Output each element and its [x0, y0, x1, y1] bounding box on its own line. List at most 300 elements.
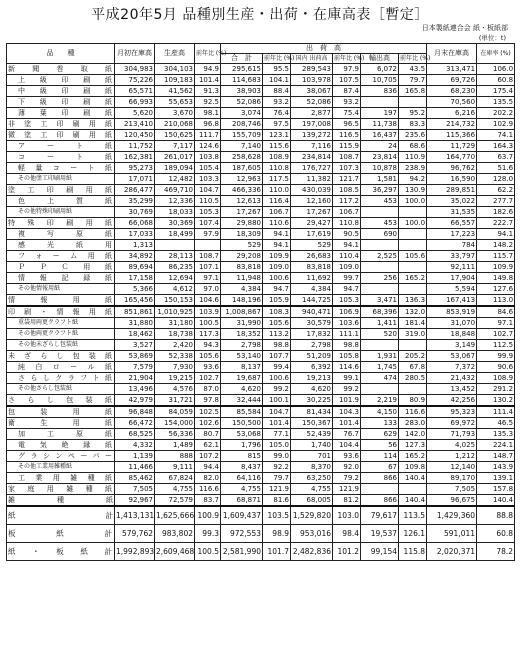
table-cell: 261,017 [155, 152, 195, 163]
row-label: 中 級 印 刷 紙 [7, 86, 115, 97]
table-cell: 114,683 [221, 75, 263, 86]
table-cell: 106.0 [477, 64, 515, 75]
table-cell: 103.8 [195, 152, 221, 163]
table-cell: 80.7 [195, 429, 221, 440]
table-cell: 111.7 [195, 130, 221, 141]
table-cell: 101.4 [263, 418, 291, 429]
table-cell: 7,505 [115, 484, 155, 495]
table-cell: 18,738 [155, 329, 195, 340]
table-cell: 43.5 [399, 64, 427, 75]
table-cell: 31,990 [221, 318, 263, 329]
table-cell: 149.8 [477, 273, 515, 284]
table-cell: 121.9 [263, 484, 291, 495]
table-cell: 66,068 [115, 218, 155, 229]
table-row [7, 495, 515, 507]
table-cell: 98.9 [263, 525, 291, 543]
table-cell: 83.3 [399, 119, 427, 130]
table-cell: 67 [361, 462, 399, 473]
table-cell: 165.2 [399, 451, 427, 462]
table-cell: 4,612 [155, 284, 195, 295]
table-cell: 52,439 [291, 429, 333, 440]
table-cell: 836 [361, 86, 399, 97]
table-row [7, 86, 515, 97]
row-label: さらしクラフト紙 [7, 373, 115, 384]
row-label: フ ォ ー ム 用 紙 [7, 251, 115, 262]
table-cell: 99.4 [263, 362, 291, 373]
table-cell [361, 340, 399, 351]
table-cell: 6,216 [427, 108, 477, 119]
table-cell: 108.7 [195, 251, 221, 262]
table-row [7, 384, 515, 395]
table-cell: 132.0 [399, 306, 427, 318]
table-cell: 234,814 [291, 152, 333, 163]
page-title: 平成20年5月 品種別生産・出荷・在庫高表［暫定］ [91, 7, 429, 23]
table-row [7, 329, 515, 340]
row-label: 包 装 用 紙 [7, 406, 115, 418]
table-cell: 100.1 [263, 395, 291, 407]
table-cell: 35,022 [427, 196, 477, 207]
table-cell: 157.8 [477, 484, 515, 495]
table-cell: 1,212 [427, 451, 477, 462]
table-cell [361, 284, 399, 295]
table-cell: 12,160 [291, 196, 333, 207]
table-cell: 888 [155, 451, 195, 462]
table-cell: 121.7 [333, 174, 361, 185]
table-cell: 111.4 [477, 406, 515, 418]
row-label: 工 業 用 雑 種 紙 [7, 473, 115, 484]
table-cell: 784 [427, 240, 477, 251]
table-cell: 124.6 [195, 141, 221, 152]
table-row [7, 97, 515, 108]
table-cell: 120,450 [115, 130, 155, 141]
table-cell: 972,553 [221, 525, 263, 543]
table-cell: 109.0 [333, 262, 361, 273]
table-cell: 63.7 [477, 152, 515, 163]
table-cell: 16,437 [361, 130, 399, 141]
table-cell: 16,590 [427, 174, 477, 185]
table-row [7, 525, 515, 543]
table-cell: 100.6 [263, 373, 291, 384]
table-cell: 142.0 [399, 429, 427, 440]
table-cell: 4,620 [291, 384, 333, 395]
table-cell: 65,571 [115, 86, 155, 97]
table-row [7, 251, 515, 262]
table-cell: 144,725 [291, 295, 333, 307]
table-cell: 1,581 [361, 174, 399, 185]
table-cell: 4,384 [221, 284, 263, 295]
table-cell: 953,016 [291, 525, 333, 543]
table-cell: 113.5 [399, 506, 427, 525]
table-cell: 62.2 [477, 185, 515, 196]
table-cell: 95.2 [399, 108, 427, 119]
table-cell: 23,814 [361, 152, 399, 163]
table-cell: 3,471 [361, 295, 399, 307]
table-cell: 7,116 [291, 141, 333, 152]
header-stock-ratio: 在庫率 (%) [477, 44, 515, 64]
table-cell: 69,726 [427, 75, 477, 86]
table-cell: 68,525 [115, 429, 155, 440]
table-cell [399, 97, 427, 108]
table-cell: 51.6 [477, 163, 515, 174]
table-cell: 123.1 [263, 130, 291, 141]
table-cell: 135.3 [477, 429, 515, 440]
table-cell: 150,153 [155, 295, 195, 307]
table-cell: 21,432 [427, 373, 477, 384]
table-cell: 150,367 [291, 418, 333, 429]
row-label: その他塗工印刷用紙 [7, 174, 115, 185]
row-label: Ｐ Ｐ Ｃ 用 紙 [7, 262, 115, 273]
table-cell: 53,067 [427, 351, 477, 362]
table-cell: 93.2 [333, 97, 361, 108]
table-cell: 104.6 [195, 295, 221, 307]
table-cell: 92.5 [195, 97, 221, 108]
table-cell: 165.2 [399, 273, 427, 284]
table-cell: 69,972 [427, 418, 477, 429]
table-cell: 2,482,836 [291, 543, 333, 561]
table-cell: 12,140 [427, 462, 477, 473]
table-cell: 66,557 [427, 218, 477, 229]
table-cell: 121.9 [333, 484, 361, 495]
table-cell: 13,452 [427, 384, 477, 395]
table-row [7, 108, 515, 119]
table-cell: 108.9 [263, 152, 291, 163]
table-cell: 60.8 [477, 75, 515, 86]
table-cell: 130.9 [399, 185, 427, 196]
table-cell: 140.4 [399, 495, 427, 507]
row-label: その他さらし包装紙 [7, 384, 115, 395]
table-cell: 18,499 [155, 229, 195, 240]
table-cell: 7,579 [115, 362, 155, 373]
table-cell: 115,366 [427, 130, 477, 141]
table-cell: 99.7 [333, 273, 361, 284]
header-item: 品 種 [7, 44, 115, 64]
table-cell: 304,983 [115, 64, 155, 75]
table-cell: 164,770 [427, 152, 477, 163]
table-cell: 529 [291, 240, 333, 251]
table-cell: 108.7 [333, 152, 361, 163]
table-cell: 98.8 [333, 340, 361, 351]
table-cell: 92.0 [333, 462, 361, 473]
table-cell: 68,396 [361, 306, 399, 318]
table-cell: 289,543 [291, 64, 333, 75]
table-cell: 101.9 [333, 395, 361, 407]
table-cell: 143.9 [477, 462, 515, 473]
table-cell: 165.8 [399, 86, 427, 97]
table-cell: 103.0 [333, 506, 361, 525]
table-row [7, 318, 515, 329]
table-cell: 6,072 [361, 64, 399, 75]
row-label: ア ー ト 紙 [7, 141, 115, 152]
table-cell: 108.5 [333, 185, 361, 196]
table-cell: 11,738 [361, 119, 399, 130]
table-row [7, 295, 515, 307]
table-cell: 94.7 [263, 284, 291, 295]
row-label: 未 ざ ら し 包 装 紙 [7, 351, 115, 362]
table-cell: 105.6 [195, 351, 221, 362]
table-cell: 71,793 [427, 429, 477, 440]
table-cell: 116.6 [195, 484, 221, 495]
table-cell: 38,903 [221, 86, 263, 97]
table-cell: 2,609,468 [155, 543, 195, 561]
table-cell: 53,068 [221, 429, 263, 440]
table-cell: 529 [221, 240, 263, 251]
table-row [7, 395, 515, 407]
table-cell: 99.2 [333, 384, 361, 395]
table-cell: 295,615 [221, 64, 263, 75]
table-cell: 101.2 [333, 543, 361, 561]
table-cell: 100.5 [195, 543, 221, 561]
table-cell: 1,489 [155, 440, 195, 451]
table-cell: 127.6 [477, 284, 515, 295]
table-cell: 9,111 [155, 462, 195, 473]
table-cell [399, 229, 427, 240]
table-cell: 31,070 [427, 318, 477, 329]
table-cell: 109.9 [263, 251, 291, 262]
table-cell: 98.8 [263, 340, 291, 351]
table-cell: 117.3 [195, 329, 221, 340]
table-cell: 56,336 [155, 429, 195, 440]
table-cell: 99.2 [263, 384, 291, 395]
table-cell: 235.6 [399, 130, 427, 141]
table-cell: 5,620 [115, 108, 155, 119]
table-cell: 175.4 [477, 86, 515, 97]
table-cell: 280.5 [399, 373, 427, 384]
table-row [7, 240, 515, 251]
table-row [7, 207, 515, 218]
table-cell: 60.8 [477, 525, 515, 543]
row-label: その他特殊印刷用紙 [7, 207, 115, 218]
table-cell: 100.6 [263, 273, 291, 284]
table-cell: 42,256 [427, 395, 477, 407]
table-cell: 110.9 [399, 152, 427, 163]
table-cell: 1,992,893 [115, 543, 155, 561]
table-cell: 466,336 [221, 185, 263, 196]
table-cell: 197,008 [291, 119, 333, 130]
table-cell: 110.8 [333, 218, 361, 229]
table-row [7, 484, 515, 495]
table-cell: 97.9 [195, 229, 221, 240]
row-label: その他両更クラフト紙 [7, 329, 115, 340]
row-label: その他未ざらし包装紙 [7, 340, 115, 351]
table-cell: 579,762 [115, 525, 155, 543]
table-cell: 84,059 [155, 406, 195, 418]
table-cell: 28,113 [155, 251, 195, 262]
table-cell: 182.6 [477, 207, 515, 218]
row-label: 衛 生 用 紙 [7, 418, 115, 429]
table-cell: 83,818 [221, 262, 263, 273]
header-export: 輸出高 [361, 54, 399, 64]
table-cell: 17,619 [291, 229, 333, 240]
table-cell: 629 [361, 429, 399, 440]
table-cell: 95,273 [115, 163, 155, 174]
table-cell: 116.6 [399, 406, 427, 418]
table-row [7, 462, 515, 473]
table-cell: 106.9 [333, 306, 361, 318]
table-cell: 80.9 [399, 395, 427, 407]
table-cell [361, 240, 399, 251]
table-cell: 96,848 [115, 406, 155, 418]
table-cell: 701 [291, 451, 333, 462]
table-cell: 12,336 [155, 196, 195, 207]
table-cell: 202.2 [477, 108, 515, 119]
table-cell: 19,537 [361, 525, 399, 543]
row-label: 紙 ・ 板 紙 計 [7, 543, 115, 561]
row-label: 下 級 印 刷 紙 [7, 97, 115, 108]
row-label: 特 殊 印 刷 用 紙 [7, 218, 115, 229]
table-cell: 76.7 [333, 429, 361, 440]
table-cell: 214,732 [427, 119, 477, 130]
table-cell: 1,413,131 [115, 506, 155, 525]
table-cell: 97.9 [333, 64, 361, 75]
table-cell: 3,074 [221, 108, 263, 119]
table-cell: 222.7 [477, 218, 515, 229]
table-cell: 67.8 [399, 362, 427, 373]
row-label: 重袋用両更クラフト紙 [7, 318, 115, 329]
table-cell: 866 [361, 495, 399, 507]
table-cell: 90.6 [477, 362, 515, 373]
row-label: 情 報 記 録 紙 [7, 273, 115, 284]
table-cell: 97.1 [477, 318, 515, 329]
table-cell: 8,437 [221, 462, 263, 473]
table-cell: 109.0 [263, 262, 291, 273]
table-cell: 208,746 [221, 119, 263, 130]
table-cell: 164.3 [477, 141, 515, 152]
header-total-yoy: 前年比 (%) [264, 55, 295, 62]
table-cell: 102.5 [195, 406, 221, 418]
table-cell: 1,139 [115, 451, 155, 462]
row-label: 微塗工印刷用紙 [7, 130, 115, 141]
table-cell: 136.3 [399, 295, 427, 307]
table-cell: 76.4 [263, 108, 291, 119]
table-cell: 1,625,666 [155, 506, 195, 525]
table-cell: 77.1 [263, 429, 291, 440]
table-row [7, 506, 515, 525]
table-cell: 75,226 [115, 75, 155, 86]
table-cell: 52,086 [221, 97, 263, 108]
table-cell: 68,871 [221, 495, 263, 507]
table-cell: 97.1 [195, 273, 221, 284]
table-cell: 83,818 [291, 262, 333, 273]
table-cell: 98.1 [195, 108, 221, 119]
table-cell: 97.0 [195, 284, 221, 295]
table-cell: 115.8 [399, 543, 427, 561]
table-cell: 11,729 [427, 141, 477, 152]
table-cell: 105.0 [263, 440, 291, 451]
header-domestic: 国内 出荷高 [291, 54, 333, 64]
table-cell [399, 340, 427, 351]
header-shipments: 出 荷 高 [221, 44, 427, 54]
table-cell: 181.4 [399, 318, 427, 329]
table-cell: 2,420 [155, 340, 195, 351]
table-cell: 109,183 [155, 75, 195, 86]
table-cell: 95,323 [427, 406, 477, 418]
table-cell: 116.5 [333, 130, 361, 141]
table-cell: 67,824 [155, 473, 195, 484]
table-cell: 1,411 [361, 318, 399, 329]
header-opening-stock: 月初在庫高 [115, 44, 155, 64]
table-cell: 34,892 [115, 251, 155, 262]
table-cell: 30,769 [115, 207, 155, 218]
table-cell: 100.0 [399, 196, 427, 207]
table-cell: 8,137 [221, 362, 263, 373]
row-label: その他情報用紙 [7, 284, 115, 295]
table-cell: 93.6 [333, 451, 361, 462]
row-label: 加 工 原 紙 [7, 429, 115, 440]
table-cell: 107.4 [195, 218, 221, 229]
table-cell: 89,170 [427, 473, 477, 484]
table-cell: 94.9 [195, 64, 221, 75]
table-cell: 85,462 [115, 473, 155, 484]
row-label: その他工業用雑種紙 [7, 462, 115, 473]
table-cell: 289,851 [427, 185, 477, 196]
table-cell: 103.5 [263, 506, 291, 525]
table-cell: 1,931 [361, 351, 399, 362]
row-label: 塗 工 印 刷 用 紙 [7, 185, 115, 196]
table-cell: 21,904 [115, 373, 155, 384]
row-label: 新 聞 巻 取 紙 [7, 64, 115, 75]
table-cell: 3,527 [115, 340, 155, 351]
table-cell: 98.4 [333, 525, 361, 543]
table-cell: 520 [361, 329, 399, 340]
table-cell: 11,466 [115, 462, 155, 473]
table-cell: 690 [361, 229, 399, 240]
table-cell: 10,705 [361, 75, 399, 86]
table-row [7, 185, 515, 196]
table-row [7, 273, 515, 284]
table-cell: 105.6 [399, 251, 427, 262]
table-cell: 11,692 [291, 273, 333, 284]
table-cell: 17,071 [115, 174, 155, 185]
table-cell: 56 [361, 440, 399, 451]
table-cell: 108.9 [477, 373, 515, 384]
table-cell: 17,832 [291, 329, 333, 340]
publisher-label: 日本製紙連合会 紙・板紙部 [421, 24, 508, 32]
table-cell: 64,116 [221, 473, 263, 484]
table-cell: 62.1 [195, 440, 221, 451]
table-cell: 29,208 [221, 251, 263, 262]
table-cell: 74.1 [477, 130, 515, 141]
table-cell: 83.7 [195, 495, 221, 507]
table-cell: 63,250 [291, 473, 333, 484]
table-cell: 110.5 [195, 196, 221, 207]
row-label: 雑 種 紙 [8, 496, 113, 504]
table-cell: 30,225 [291, 395, 333, 407]
table-row [7, 229, 515, 240]
table-cell: 10,878 [361, 163, 399, 174]
table-cell: 31,535 [427, 207, 477, 218]
table-cell: 940,471 [291, 306, 333, 318]
table-cell: 85,584 [221, 406, 263, 418]
table-cell: 94.1 [263, 229, 291, 240]
table-cell: 96,762 [427, 163, 477, 174]
table-cell: 4,384 [291, 284, 333, 295]
table-row [7, 75, 515, 86]
table-cell: 213,410 [115, 119, 155, 130]
table-cell: 114.6 [333, 362, 361, 373]
table-cell: 2,219 [361, 395, 399, 407]
table-cell: 70,560 [427, 97, 477, 108]
table-cell: 91.3 [195, 86, 221, 97]
table-cell: 866 [361, 473, 399, 484]
table-cell: 11,382 [291, 174, 333, 185]
table-cell: 92,111 [427, 262, 477, 273]
table-row [7, 174, 515, 185]
table-cell: 30,369 [155, 218, 195, 229]
table-row [7, 373, 515, 384]
table-cell: 115.7 [477, 251, 515, 262]
table-cell: 983,802 [155, 525, 195, 543]
table-cell: 79.2 [333, 473, 361, 484]
